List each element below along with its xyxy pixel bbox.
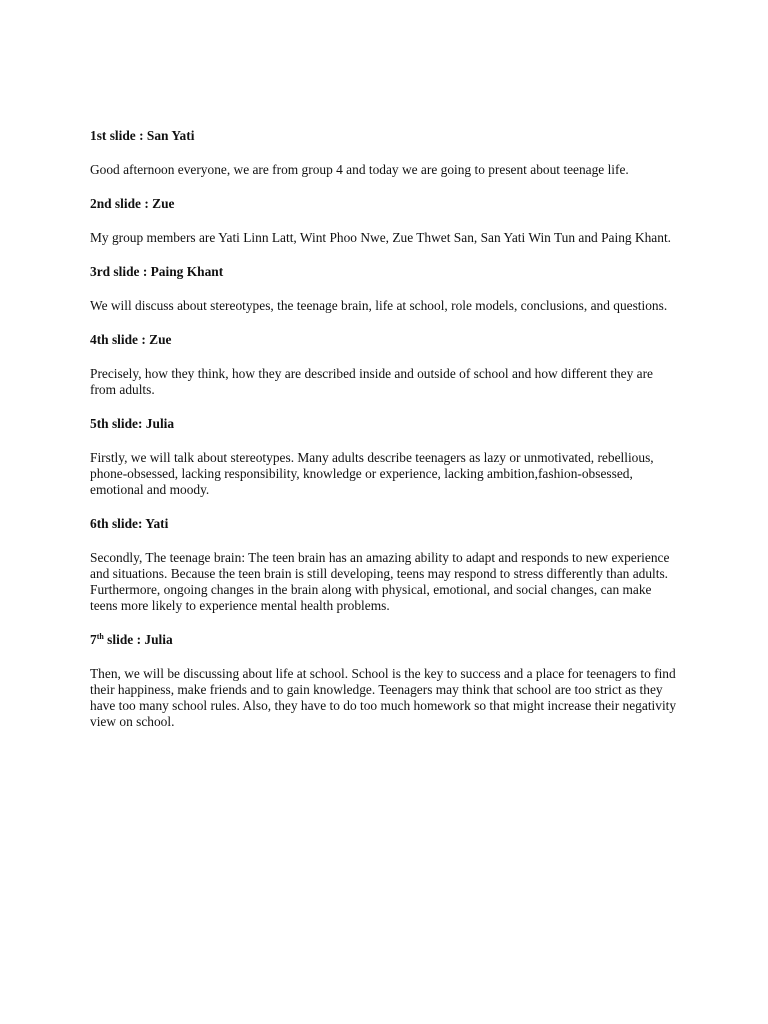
slide-2-text: My group members are Yati Linn Latt, Wint Phoo Nwe, Zue Thwet San, San Yati Win Tun and Paing Khant. [90,230,672,245]
slide-5-text: Firstly, we will talk about stereotypes. Many adults describe teenagers as lazy or unmotivated, rebellious, phone-obsessed, lacking responsibility, knowledge or experience, lacking ambition,fashion-obsessed, emotional and moody. [90,450,654,497]
slide-3-text: We will discuss about stereotypes, the teenage brain, life at school, role models, conclusions, and questions. [90,298,668,313]
slide-3-heading: 3rd slide : Paing Khant [90,264,224,279]
slide-1-text: Good afternoon everyone, we are from group 4 and today we are going to present about teenage life. [90,162,629,177]
slide-6-heading: 6th slide: Yati [90,516,169,531]
slide-7-heading-ordinal: th [96,632,104,641]
slide-2-heading: 2nd slide : Zue [90,196,175,211]
slide-7-heading-rest: slide : Julia [103,632,173,647]
slide-7-heading-number: 7 [90,632,97,647]
slide-7-heading [90,632,680,648]
slide-5-heading: 5th slide: Julia [90,416,175,431]
slide-6-text: Secondly, The teenage brain: The teen brain has an amazing ability to adapt and responds to new experience and situations. Because the teen brain is still developing, teens may respond to stress differently than adults. Furthermore, ongoing changes in the brain along with physical, emotional, and social changes, can make teens more likely to experience mental health problems. [90,550,670,613]
slide-7-text: Then, we will be discussing about life at school. School is the key to success and a place for teenagers to find their happiness, make friends and to gain knowledge. Teenagers may think that school are too strict as they have too many school rules. Also, they have to do too much homework so that might increase their negativity view on school. [90,666,677,729]
slide-1-heading: 1st slide : San Yati [90,128,195,143]
slide-4-heading: 4th slide : Zue [90,332,172,347]
slide-4-text: Precisely, how they think, how they are described inside and outside of school and how different they are from adults. [90,366,653,397]
document-page [90,128,680,730]
